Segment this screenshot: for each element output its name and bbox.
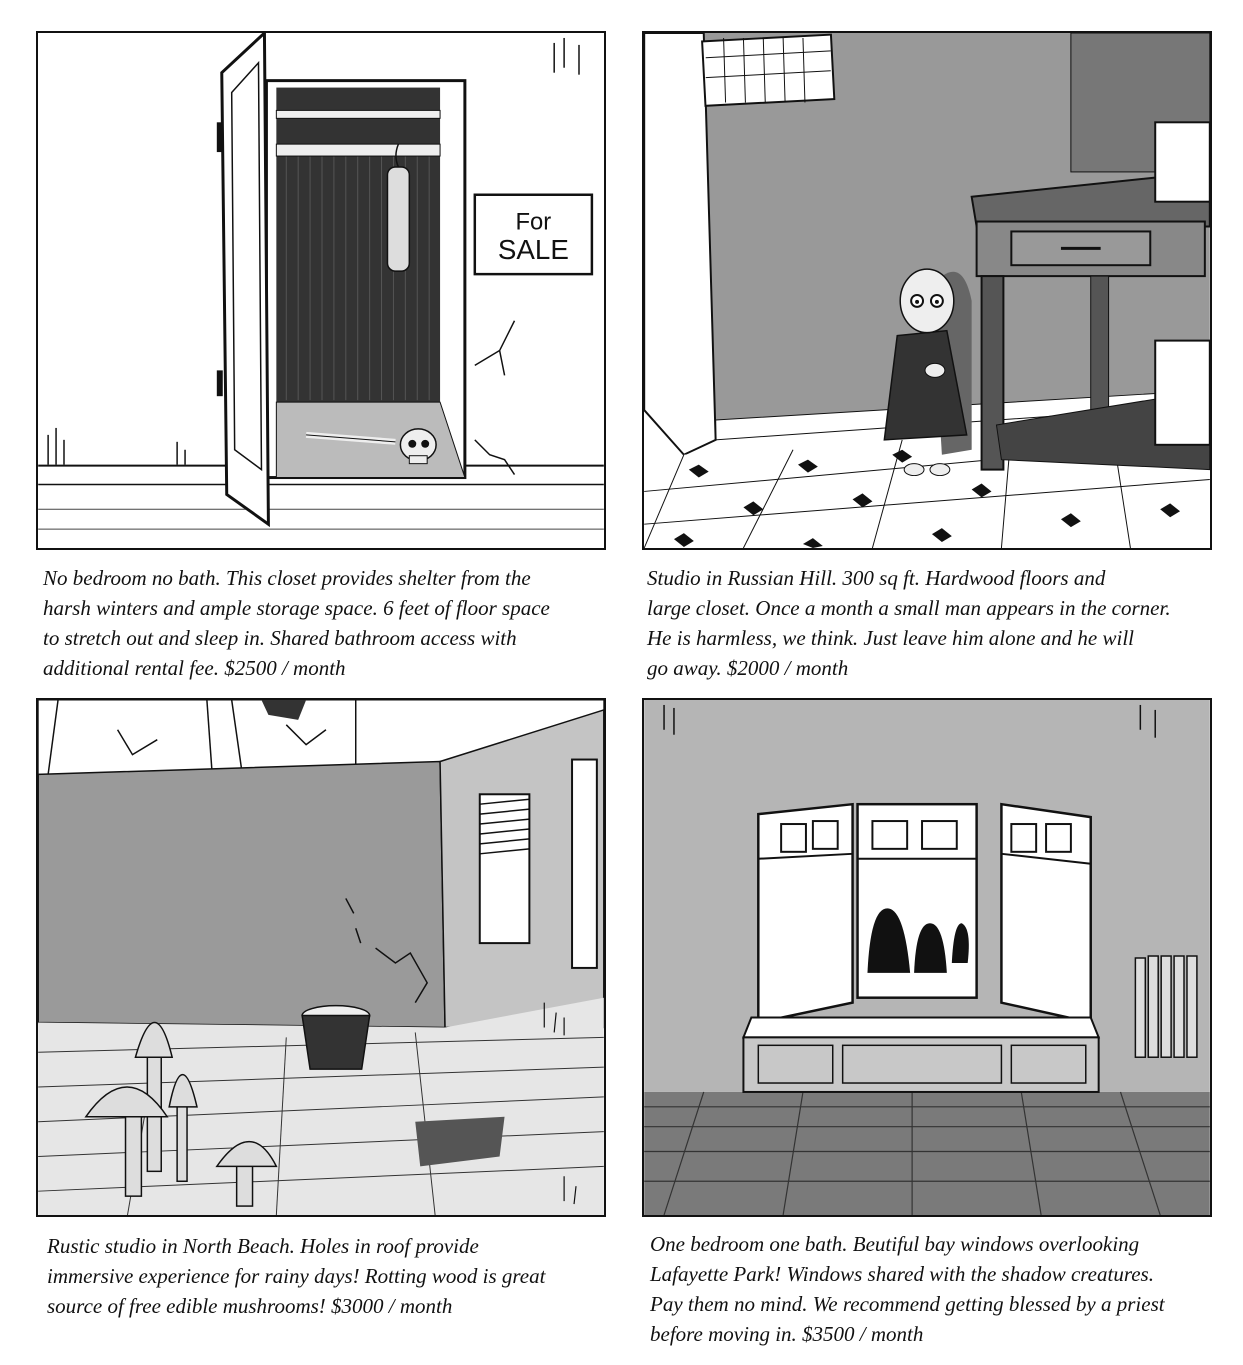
for-sale-sign bbox=[475, 195, 592, 274]
radiator bbox=[1135, 956, 1197, 1057]
panel-lafayette bbox=[642, 698, 1212, 1217]
caption-north-beach: Rustic studio in North Beach. Holes in roof provide immersive experience for rainy days! Rotting wood is great source of free edible mushrooms! $3000 / month bbox=[47, 1234, 546, 1318]
bay-windows bbox=[758, 804, 1090, 1022]
caption-lafayette: One bedroom one bath. Beutiful bay windows overlooking Lafayette Park! Windows shared with the shadow creatures. Pay them no mind. We recommend getting blessed by a priest before moving in. $3500 / month bbox=[650, 1232, 1165, 1346]
caption-closet: No bedroom no bath. This closet provides shelter from the harsh winters and ample storage space. 6 feet of floor space to stretch out and sleep in. Shared bathroom access with additional rental fee. $2500 / month bbox=[43, 566, 550, 680]
panel-russian-hill bbox=[642, 31, 1212, 550]
svg-text:SALE: SALE bbox=[497, 234, 569, 266]
closet-illustration bbox=[38, 33, 604, 548]
north-beach-illustration bbox=[38, 700, 604, 1215]
panel-closet bbox=[36, 31, 606, 550]
panel-north-beach bbox=[36, 698, 606, 1217]
lafayette-illustration bbox=[644, 700, 1210, 1215]
caption-russian-hill: Studio in Russian Hill. 300 sq ft. Hardwood floors and large closet. Once a month a small man appears in the corner. He is harmless, we think. Just leave him alone and he will go away. $2000 / month bbox=[647, 566, 1171, 680]
svg-text:For: For bbox=[515, 208, 552, 236]
bucket bbox=[302, 1006, 369, 1070]
russian-hill-illustration bbox=[644, 33, 1210, 548]
